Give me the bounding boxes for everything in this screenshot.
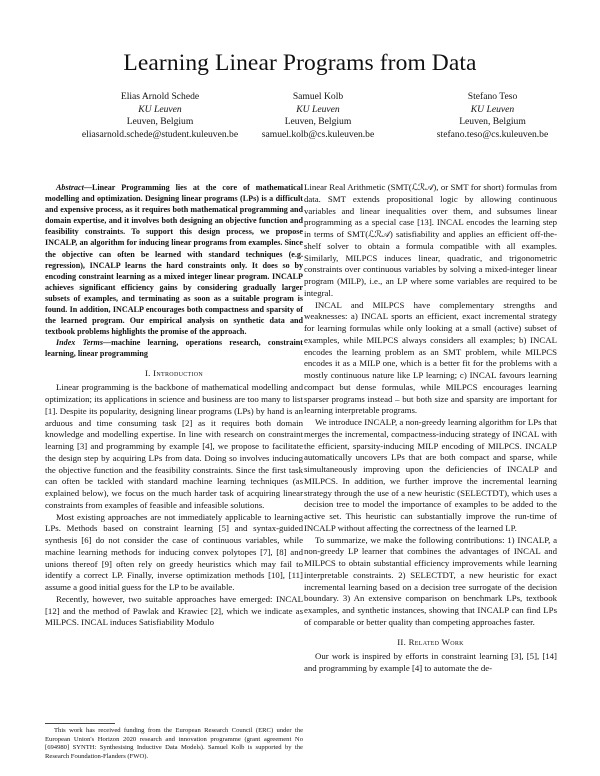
index-terms: [45, 337, 303, 359]
paragraph: Linear programming is the backbone of mathematical modelling and optimization; its applications in science and business are too many to list [1]. Despite its popularity, designing linear programs (LPs) by hand is an arduous and time consuming task [2] as it requires both domain knowledge and modelling expertise. In line with research on constraint learning [3] and programming by example [4], we propose to facilitate the design step by acquiring LPs from data. Doing so involves inducing the objective function and the feasibility constraints. Since the first task can often be tackled with standard machine learning techniques (as explained below), we focus on the much harder task of acquiring linear constraints from examples of feasible and infeasible solutions.: [45, 382, 303, 510]
abstract-label: Abstract: [56, 183, 84, 192]
author-email: samuel.kolb@cs.kuleuven.be: [261, 128, 375, 140]
author-block-1: [40, 91, 280, 141]
right-column: [304, 182, 557, 675]
footnote: [45, 723, 303, 761]
section-heading-introduction: I. Introduction: [144, 367, 204, 378]
index-terms-text: —machine learning, operations research, constraint learning, linear programming: [45, 338, 303, 359]
author-affiliation: KU Leuven: [470, 103, 515, 115]
author-name: Elias Arnold Schede: [120, 91, 200, 102]
footnote-rule: [45, 723, 115, 724]
paragraph: We introduce INCALP, a non-greedy learning algorithm for LPs that merges the incremental, compactness-inducing strategy of INCAL with the efficient, sparsity-inducing MILP encoding of MILPCS. INCALP automatically uncovers LPs that are both compact and sparse, while simultaneously improving upon the deficiencies of INCALP and MILPCS. In addition, we further improve the incremental learning strategy through the use of a new heuristic (SELECTDT), which uses a decision tree to model the importance of examples to be added to the active set. This heuristic can substantially improve the run-time of INCALP without affecting the correctness of the learned LP.: [304, 417, 557, 533]
abstract-text: —Linear Programming lies at the core of mathematical modelling and optimization. Designing linear programs (LPs) is a difficult and expensive process, as it requires both mathematical programming and domain expertise, and it involves both designing an objective function and feasibility constraints. To support this design process, we propose INCALP, an algorithm for inducing linear programs from examples. Since the objective can often be learned with standard techniques (e.g. regression), INCALP learns the hard constraints only. It does so by encoding constraint learning as a mixed integer linear program. INCALP achieves significant efficiency gains by considering gradually larger subsets of examples, and terminating as soon as a suitable program is found. In addition, INCALP encourages both compactness and sparsity of the learned program. Our empirical analysis on synthetic data and textbook problems highlights the promise of the approach.: [45, 183, 303, 337]
abstract: [45, 182, 303, 337]
author-affiliation: KU Leuven: [296, 103, 340, 115]
paragraph: Most existing approaches are not immediately applicable to learning LPs. Methods based on constraint learning [5] and syntax-guided synthesis [6] do not consider the case of continuous variables, while machine learning methods for inducing convex polytopes [7], [8] and unions thereof [9] often rely on greedy heuristics which may fail to identify a correct LP. Finally, inverse optimization methods [10], [11] assume a good initial guess for the LP to be available.: [45, 511, 303, 592]
paragraph: Recently, however, two suitable approaches have emerged: INCAL [12] and the method of Pawlak and Krawiec [2], which we indicate as MILPCS. INCAL induces Satisfiability Modulo: [45, 593, 303, 628]
section-heading-related-work: II. Related Work: [397, 636, 464, 647]
footnote-text: This work has received funding from the European Research Council (ERC) under the European Union's Horizon 2020 research and innovation programme (grant agreement No [694980] SYNTH: Synthesising Inductive Data Models). Samuel Kolb is supported by the Research Foundation-Flanders (FWO).: [45, 727, 303, 760]
author-name: Samuel Kolb: [292, 91, 344, 102]
author-email: eliasarnold.schede@student.kuleuven.be: [81, 128, 239, 140]
paragraph: INCAL and MILPCS have complementary strengths and weaknesses: a) INCAL sports an efficient, exact incremental strategy for learning formulas while only looking at a small (active) subset of examples, while MILPCS always considers all examples; b) INCAL encodes the learning problem as an SMT problem, while MILPCS encodes it as a MILP one, which is a better fit for the problems with a mostly continuous nature like LP learning; c) INCAL favours learning compact but dense formulas, while MILPCS encourages learning sparser programs instead – but both size and sparsity are important for learning interpretable programs.: [304, 299, 557, 416]
left-column: [45, 182, 303, 629]
author-location: Leuven, Belgium: [459, 116, 526, 128]
paragraph: Linear Real Arithmetic (SMT(ℒℛ𝒜), or SMT for short) formulas from data. SMT extends propositional logic by allowing continuous variables and linear inequalities over them, and subsumes linear programming as a special case [13]. INCAL encodes the learning step in terms of SMT(ℒℛ𝒜) satisfiability and applies an efficient off-the-shelf solver to obtain a formula compatible with all examples. Similarly, MILPCS induces linear, quadratic, and trigonometric constraints over continuous variables by solving a mixed-integer linear program (MILP), i.e., an LP where some variables are required to be integral.: [304, 182, 557, 298]
author-name: Stefano Teso: [467, 91, 518, 102]
author-affiliation: KU Leuven: [138, 103, 182, 115]
author-email: stefano.teso@cs.kuleuven.be: [436, 128, 549, 140]
index-terms-label: Index Terms: [56, 338, 103, 348]
paragraph: To summarize, we make the following contributions: 1) INCALP, a non-greedy LP learner that combines the advantages of INCAL and MILPCS to obtain substantial efficiency improvements while learning interpretable constraints. 2) SELECTDT, a new heuristic for exact incremental learning based on a decision tree surrogate of the decision boundary. 3) An extensive comparison on benchmark LPs, textbook examples, and synthetic instances, showing that INCALP can find LPs of comparable or better quality than competing approaches faster.: [304, 534, 557, 627]
author-block-2: [258, 91, 378, 141]
author-location: Leuven, Belgium: [126, 116, 194, 128]
paper-title: Learning Linear Programs from Data: [123, 50, 477, 76]
paragraph: Our work is inspired by efforts in constraint learning [3], [5], [14] and programming by example [4] to automate the de-: [304, 651, 557, 673]
author-block-3: [400, 91, 585, 141]
author-location: Leuven, Belgium: [284, 116, 352, 128]
